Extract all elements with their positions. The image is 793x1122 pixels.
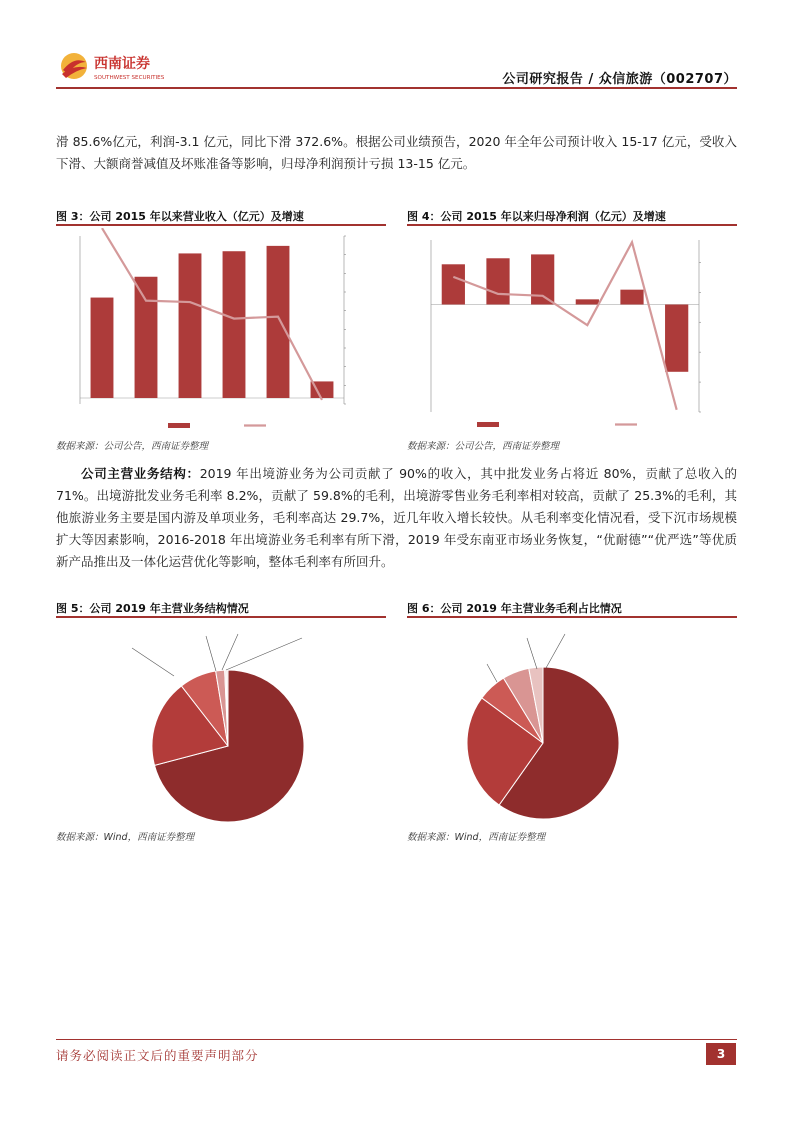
bar-2015: [91, 298, 114, 398]
logo-emblem-icon: [58, 50, 168, 86]
fig5-title: 图 5：公司 2019 年主营业务结构情况: [56, 602, 249, 615]
fig3-source: 数据来源：公司公告，西南证券整理: [56, 441, 209, 452]
paragraph-1: 滑 85.6%亿元，利润-3.1 亿元，同比下滑 372.6%。根据公司业绩预告，2020 年全年公司预计收入 15-17 亿元，受收入下滑、大额商誉减值及坏账准备等影响，归母净利润预计亏损 13-15 亿元。: [56, 134, 737, 171]
bar-2015: [442, 264, 465, 304]
paragraph-2: [56, 463, 737, 573]
fig3-title: 图 3：公司 2015 年以来营业收入（亿元）及增速: [56, 210, 304, 223]
pie-leader-line: [226, 638, 302, 670]
bar-2016: [486, 258, 509, 304]
report-title: 公司研究报告 / 众信旅游（002707）: [502, 72, 737, 87]
fig3-title-rule: [56, 224, 386, 226]
fig6-chart: [407, 618, 737, 823]
page-number: 3: [706, 1043, 736, 1065]
fig4-source: 数据来源：公司公告，西南证券整理: [407, 441, 560, 452]
paragraph-2-lead: 公司主营业务结构：: [81, 466, 200, 481]
pie-leader-line: [487, 664, 497, 682]
brand-cn: 西南证券: [94, 56, 150, 72]
legend-bar-swatch: [477, 422, 499, 427]
fig3-chart: [56, 228, 386, 434]
bar-2020Q3: [665, 305, 688, 372]
brand-en: SOUTHWEST SECURITIES: [94, 75, 165, 81]
pie-leader-line: [546, 634, 565, 668]
bar-2018: [576, 299, 599, 304]
company-logo: [58, 50, 168, 86]
bar-2017: [179, 253, 202, 398]
paragraph-2-body: 2019 年出境游业务为公司贡献了 90%的收入，其中批发业务占将近 80%，贡献了总收入的 71%。出境游批发业务毛利率 8.2%，贡献了 59.8%的毛利，出境游零售业务毛利率相对较高，贡献了 25.3%的毛利，其他旅游业务主要是国内游及单项业务，毛利率高达 29.7%，近几年收入增长较快。从毛利率变化情况看，受下沉市场规模扩大等因素影响，2016-2018 年出境游业务毛利率有所下滑，2019 年受东南亚市场业务恢复，“优耐德”“优严选”等优质新产品推出及一体化运营优化等影响，整体毛利率有所回升。: [56, 466, 737, 569]
fig4-title-rule: [407, 224, 737, 226]
fig5-source: 数据来源：Wind，西南证券整理: [56, 832, 195, 843]
fig6-title: 图 6：公司 2019 年主营业务毛利占比情况: [407, 602, 622, 615]
fig4-chart: [407, 228, 737, 434]
legend-bar-swatch: [168, 423, 190, 428]
pie-leader-line: [222, 634, 238, 670]
bar-2019: [620, 290, 643, 305]
pie-leader-line: [206, 636, 216, 671]
fig6-source: 数据来源：Wind，西南证券整理: [407, 832, 546, 843]
bar-2018: [223, 251, 246, 398]
footer-divider: [56, 1039, 737, 1040]
footer-notice: 请务必阅读正文后的重要声明部分: [56, 1048, 259, 1063]
fig5-chart: [56, 618, 386, 823]
bar-2016: [135, 277, 158, 398]
pie-leader-line: [527, 638, 537, 669]
pie-leader-line: [132, 648, 174, 676]
bar-2019: [267, 246, 290, 398]
header-divider: [56, 87, 737, 89]
fig4-title: 图 4：公司 2015 年以来归母净利润（亿元）及增速: [407, 210, 666, 223]
